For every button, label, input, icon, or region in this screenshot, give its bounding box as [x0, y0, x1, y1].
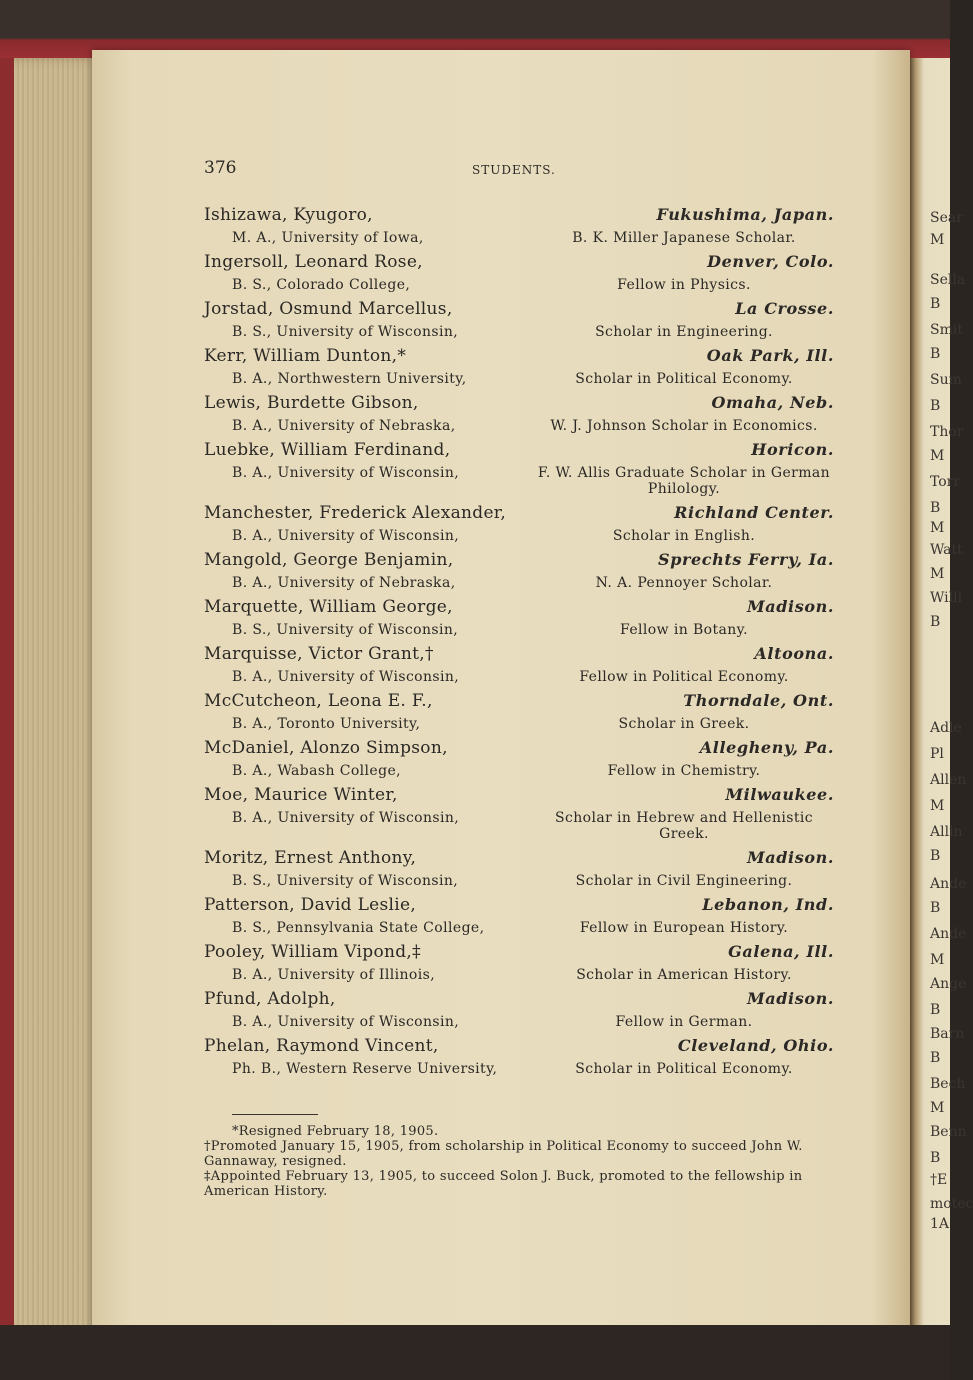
- hometown: Denver, Colo.: [707, 252, 834, 271]
- facing-page-fragment: Ande: [930, 926, 967, 942]
- facing-page-fragment: Torr: [930, 474, 961, 490]
- degree: B. A., University of Wisconsin,: [232, 1014, 460, 1030]
- award: B. K. Miller Japanese Scholar.: [572, 230, 796, 246]
- student-entry: [204, 785, 834, 842]
- student-name: Mangold, George Benjamin,: [204, 550, 454, 570]
- award: W. J. Johnson Scholar in Economics.: [550, 418, 818, 434]
- degree: B. A., University of Nebraska,: [232, 418, 456, 434]
- award: Fellow in European History.: [579, 920, 789, 936]
- student-name: Manchester, Frederick Alexander,: [204, 503, 507, 523]
- facing-page-fragment: B: [930, 614, 941, 630]
- degree: B. A., University of Wisconsin,: [232, 465, 460, 481]
- student-name: Kerr, William Dunton,*: [204, 346, 407, 366]
- facing-page-fragment: Benn: [930, 1124, 967, 1140]
- student-entry: [204, 252, 834, 293]
- facing-page-fragment: M: [930, 232, 945, 248]
- student-entry: [204, 550, 834, 591]
- facing-page-fragment: B: [930, 296, 941, 312]
- award: Scholar in Political Economy.: [575, 1061, 793, 1077]
- student-entry: [204, 346, 834, 387]
- degree: B. A., Wabash College,: [232, 763, 402, 779]
- award: Scholar in Civil Engineering.: [575, 873, 793, 889]
- facing-page-fragment: Sella: [930, 272, 966, 288]
- running-head: STUDENTS.: [472, 163, 556, 177]
- student-entry: [204, 597, 834, 638]
- degree: Ph. B., Western Reserve University,: [232, 1061, 498, 1077]
- footnote-3: ‡Appointed February 13, 1905, to succeed Solon J. Buck, promoted to the fellowship in American History.: [204, 1169, 803, 1199]
- student-entry: [204, 989, 834, 1030]
- hometown: La Crosse.: [735, 299, 834, 318]
- student-name: Luebke, William Ferdinand,: [204, 440, 451, 460]
- degree: B. A., University of Wisconsin,: [232, 810, 460, 826]
- degree: B. A., Toronto University,: [232, 716, 421, 732]
- award: Fellow in Chemistry.: [607, 763, 761, 779]
- degree: B. A., Northwestern University,: [232, 371, 467, 387]
- facing-page-fragment: B: [930, 346, 941, 362]
- student-list: [204, 205, 834, 1083]
- student-entry: [204, 393, 834, 434]
- hometown: Oak Park, Ill.: [706, 346, 834, 365]
- facing-page-fragment: Adle: [930, 720, 962, 736]
- book-spine: [0, 58, 14, 1338]
- student-name: Marquisse, Victor Grant,†: [204, 644, 434, 664]
- facing-page-fragment: B: [930, 500, 941, 516]
- facing-page-fragment: B: [930, 1150, 941, 1166]
- facing-page-fragment: Thor: [930, 424, 964, 440]
- footnotes: [204, 1124, 832, 1199]
- student-entry: [204, 440, 834, 497]
- facing-page-fragment: M: [930, 448, 945, 464]
- facing-page-fragment: Barn: [930, 1026, 965, 1042]
- degree: B. S., University of Wisconsin,: [232, 622, 459, 638]
- footnote-rule: [232, 1114, 318, 1115]
- student-name: Moritz, Ernest Anthony,: [204, 848, 417, 868]
- facing-page-fragment: motec: [930, 1196, 973, 1212]
- award: N. A. Pennoyer Scholar.: [595, 575, 773, 591]
- student-name: Ishizawa, Kyugoro,: [204, 205, 373, 225]
- student-name: McDaniel, Alonzo Simpson,: [204, 738, 448, 758]
- award: Scholar in English.: [612, 528, 756, 544]
- student-entry: [204, 848, 834, 889]
- facing-page-fragment: Allin: [930, 824, 963, 840]
- facing-page-fragment: B: [930, 900, 941, 916]
- award: Fellow in Political Economy.: [579, 669, 789, 685]
- student-entry: [204, 644, 834, 685]
- degree: M. A., University of Iowa,: [232, 230, 424, 246]
- facing-page-fragment: †E: [930, 1172, 948, 1188]
- student-entry: [204, 205, 834, 246]
- award: Fellow in Physics.: [617, 277, 751, 293]
- hometown: Madison.: [746, 597, 834, 616]
- footnote-1: *Resigned February 18, 1905.: [232, 1124, 439, 1139]
- hometown: Fukushima, Japan.: [656, 205, 834, 224]
- footnote-2: †Promoted January 15, 1905, from scholarship in Political Economy to succeed John W. Gannaway, resigned.: [204, 1139, 803, 1169]
- hometown: Richland Center.: [674, 503, 834, 522]
- facing-page-fragment: B: [930, 398, 941, 414]
- hometown: Galena, Ill.: [728, 942, 834, 961]
- student-name: Pfund, Adolph,: [204, 989, 336, 1009]
- hometown: Thorndale, Ont.: [683, 691, 834, 710]
- hometown: Lebanon, Ind.: [702, 895, 834, 914]
- student-entry: [204, 1036, 834, 1077]
- facing-page-fragment: M: [930, 1100, 945, 1116]
- award: Scholar in Political Economy.: [575, 371, 793, 387]
- facing-page-fragment: Allen: [930, 772, 967, 788]
- degree: B. A., University of Illinois,: [232, 967, 436, 983]
- student-name: Marquette, William George,: [204, 597, 453, 617]
- facing-page-fragment: Bech: [930, 1076, 966, 1092]
- facing-page-fragment: 1A: [930, 1216, 950, 1232]
- facing-page-fragment: M: [930, 952, 945, 968]
- hometown: Sprechts Ferry, Ia.: [658, 550, 834, 569]
- student-name: Lewis, Burdette Gibson,: [204, 393, 419, 413]
- degree: B. S., Pennsylvania State College,: [232, 920, 485, 936]
- hometown: Omaha, Neb.: [711, 393, 834, 412]
- award: F. W. Allis Graduate Scholar in German Philology.: [537, 465, 831, 497]
- facing-page-fragment: B: [930, 1050, 941, 1066]
- hometown: Allegheny, Pa.: [699, 738, 834, 757]
- facing-page-fragment: Willi: [930, 590, 963, 606]
- facing-page-fragment: Smit: [930, 322, 963, 338]
- student-name: Patterson, David Leslie,: [204, 895, 417, 915]
- page-stack-edge: [0, 58, 100, 1338]
- facing-page-fragment: Sum: [930, 372, 962, 388]
- page-number: 376: [204, 158, 237, 178]
- degree: B. S., University of Wisconsin,: [232, 873, 459, 889]
- facing-page-fragment: Ande: [930, 876, 967, 892]
- award: Scholar in Hebrew and Hellenistic Greek.: [555, 810, 813, 842]
- student-name: Jorstad, Osmund Marcellus,: [204, 299, 453, 319]
- student-entry: [204, 738, 834, 779]
- hometown: Horicon.: [751, 440, 834, 459]
- hometown: Milwaukee.: [725, 785, 834, 804]
- book-bottom-edge: [0, 1325, 950, 1380]
- facing-page-fragment: Sear: [930, 210, 963, 226]
- student-entry: [204, 691, 834, 732]
- facing-page-fragment: B: [930, 848, 941, 864]
- student-entry: [204, 299, 834, 340]
- hometown: Madison.: [746, 989, 834, 1008]
- hometown: Cleveland, Ohio.: [677, 1036, 834, 1055]
- student-name: Pooley, William Vipond,‡: [204, 942, 421, 962]
- award: Scholar in American History.: [576, 967, 792, 983]
- award: Fellow in Botany.: [619, 622, 748, 638]
- award: Fellow in German.: [615, 1014, 753, 1030]
- student-entry: [204, 895, 834, 936]
- student-name: Phelan, Raymond Vincent,: [204, 1036, 439, 1056]
- facing-page-fragment: Pl: [930, 746, 944, 762]
- student-name: Moe, Maurice Winter,: [204, 785, 398, 805]
- degree: B. A., University of Wisconsin,: [232, 669, 460, 685]
- student-entry: [204, 503, 834, 544]
- hometown: Madison.: [746, 848, 834, 867]
- student-name: McCutcheon, Leona E. F.,: [204, 691, 433, 711]
- facing-page-fragment: M: [930, 566, 945, 582]
- hometown: Altoona.: [754, 644, 834, 663]
- degree: B. A., University of Wisconsin,: [232, 528, 460, 544]
- facing-page-fragment: Watt: [930, 542, 963, 558]
- award: Scholar in Engineering.: [595, 324, 773, 340]
- facing-page-fragment: Ange: [930, 976, 967, 992]
- award: Scholar in Greek.: [618, 716, 750, 732]
- student-entry: [204, 942, 834, 983]
- degree: B. S., University of Wisconsin,: [232, 324, 459, 340]
- facing-page-fragment: M: [930, 798, 945, 814]
- student-name: Ingersoll, Leonard Rose,: [204, 252, 423, 272]
- degree: B. S., Colorado College,: [232, 277, 411, 293]
- degree: B. A., University of Nebraska,: [232, 575, 456, 591]
- facing-page-fragment: M: [930, 520, 945, 536]
- facing-page-fragment: B: [930, 1002, 941, 1018]
